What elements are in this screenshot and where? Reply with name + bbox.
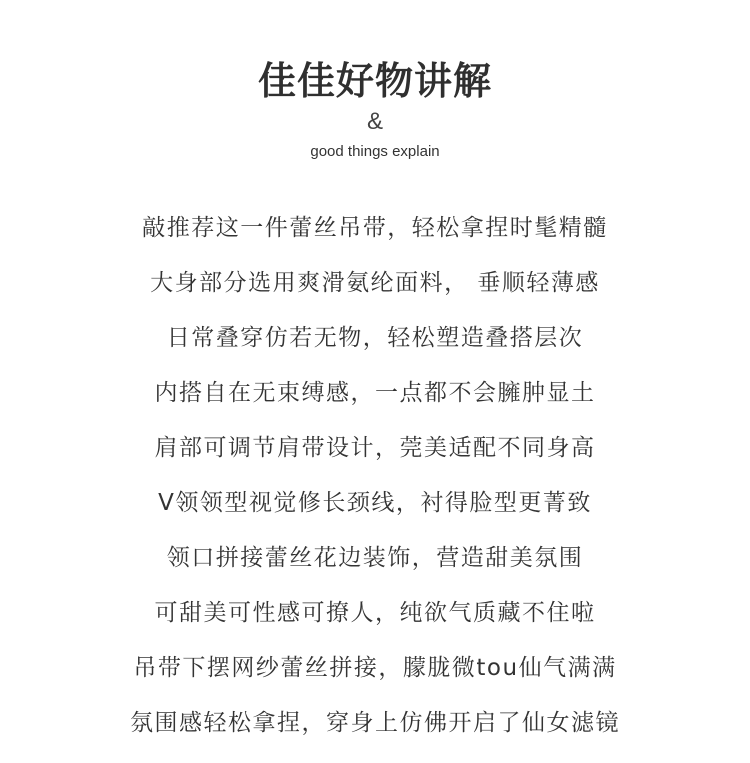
description-line (0, 530, 750, 585)
line-text: 内搭自在无束缚感，一点都不会臃肿显土 (154, 379, 596, 406)
description-line-highlighted (0, 585, 750, 640)
page-title: 佳佳好物讲解 (257, 59, 492, 103)
description-line (0, 640, 750, 695)
description-line (0, 255, 750, 310)
description-line (0, 475, 750, 530)
description-line (0, 365, 750, 420)
line-text: 肩部可调节肩带设计，莞美适配不同身高 (151, 432, 600, 464)
ampersand: & (366, 108, 383, 135)
page-subtitle: good things explain (310, 143, 440, 160)
line-text: 领口拼接蕾丝花边装饰，营造甜美氛围 (166, 544, 584, 571)
line-text: 日常叠穿仿若无物，轻松塑造叠搭层次 (163, 322, 588, 354)
description-line (0, 200, 750, 255)
line-text: 吊带下摆网纱蕾丝拼接，朦胧微tou仙气满满 (133, 654, 617, 681)
description-line (0, 695, 750, 750)
line-text: V领领型视觉修长颈线，衬得脸型更菁致 (158, 489, 592, 516)
line-text: 敲推荐这一件蕾丝吊带，轻松拿捏时髦精髓 (142, 214, 608, 241)
line-text: 大身部分选用爽滑氨纶面料， 垂顺轻薄感 (150, 269, 600, 296)
line-text: 氛围感轻松拿捏，穿身上仿佛开启了仙女滤镜 (130, 709, 620, 736)
description-line-highlighted (0, 420, 750, 475)
page-header (0, 56, 750, 162)
description-list (0, 200, 750, 750)
line-text: 可甜美可性感可撩人，纯欲气质藏不住啦 (151, 597, 600, 629)
description-line-highlighted (0, 310, 750, 365)
